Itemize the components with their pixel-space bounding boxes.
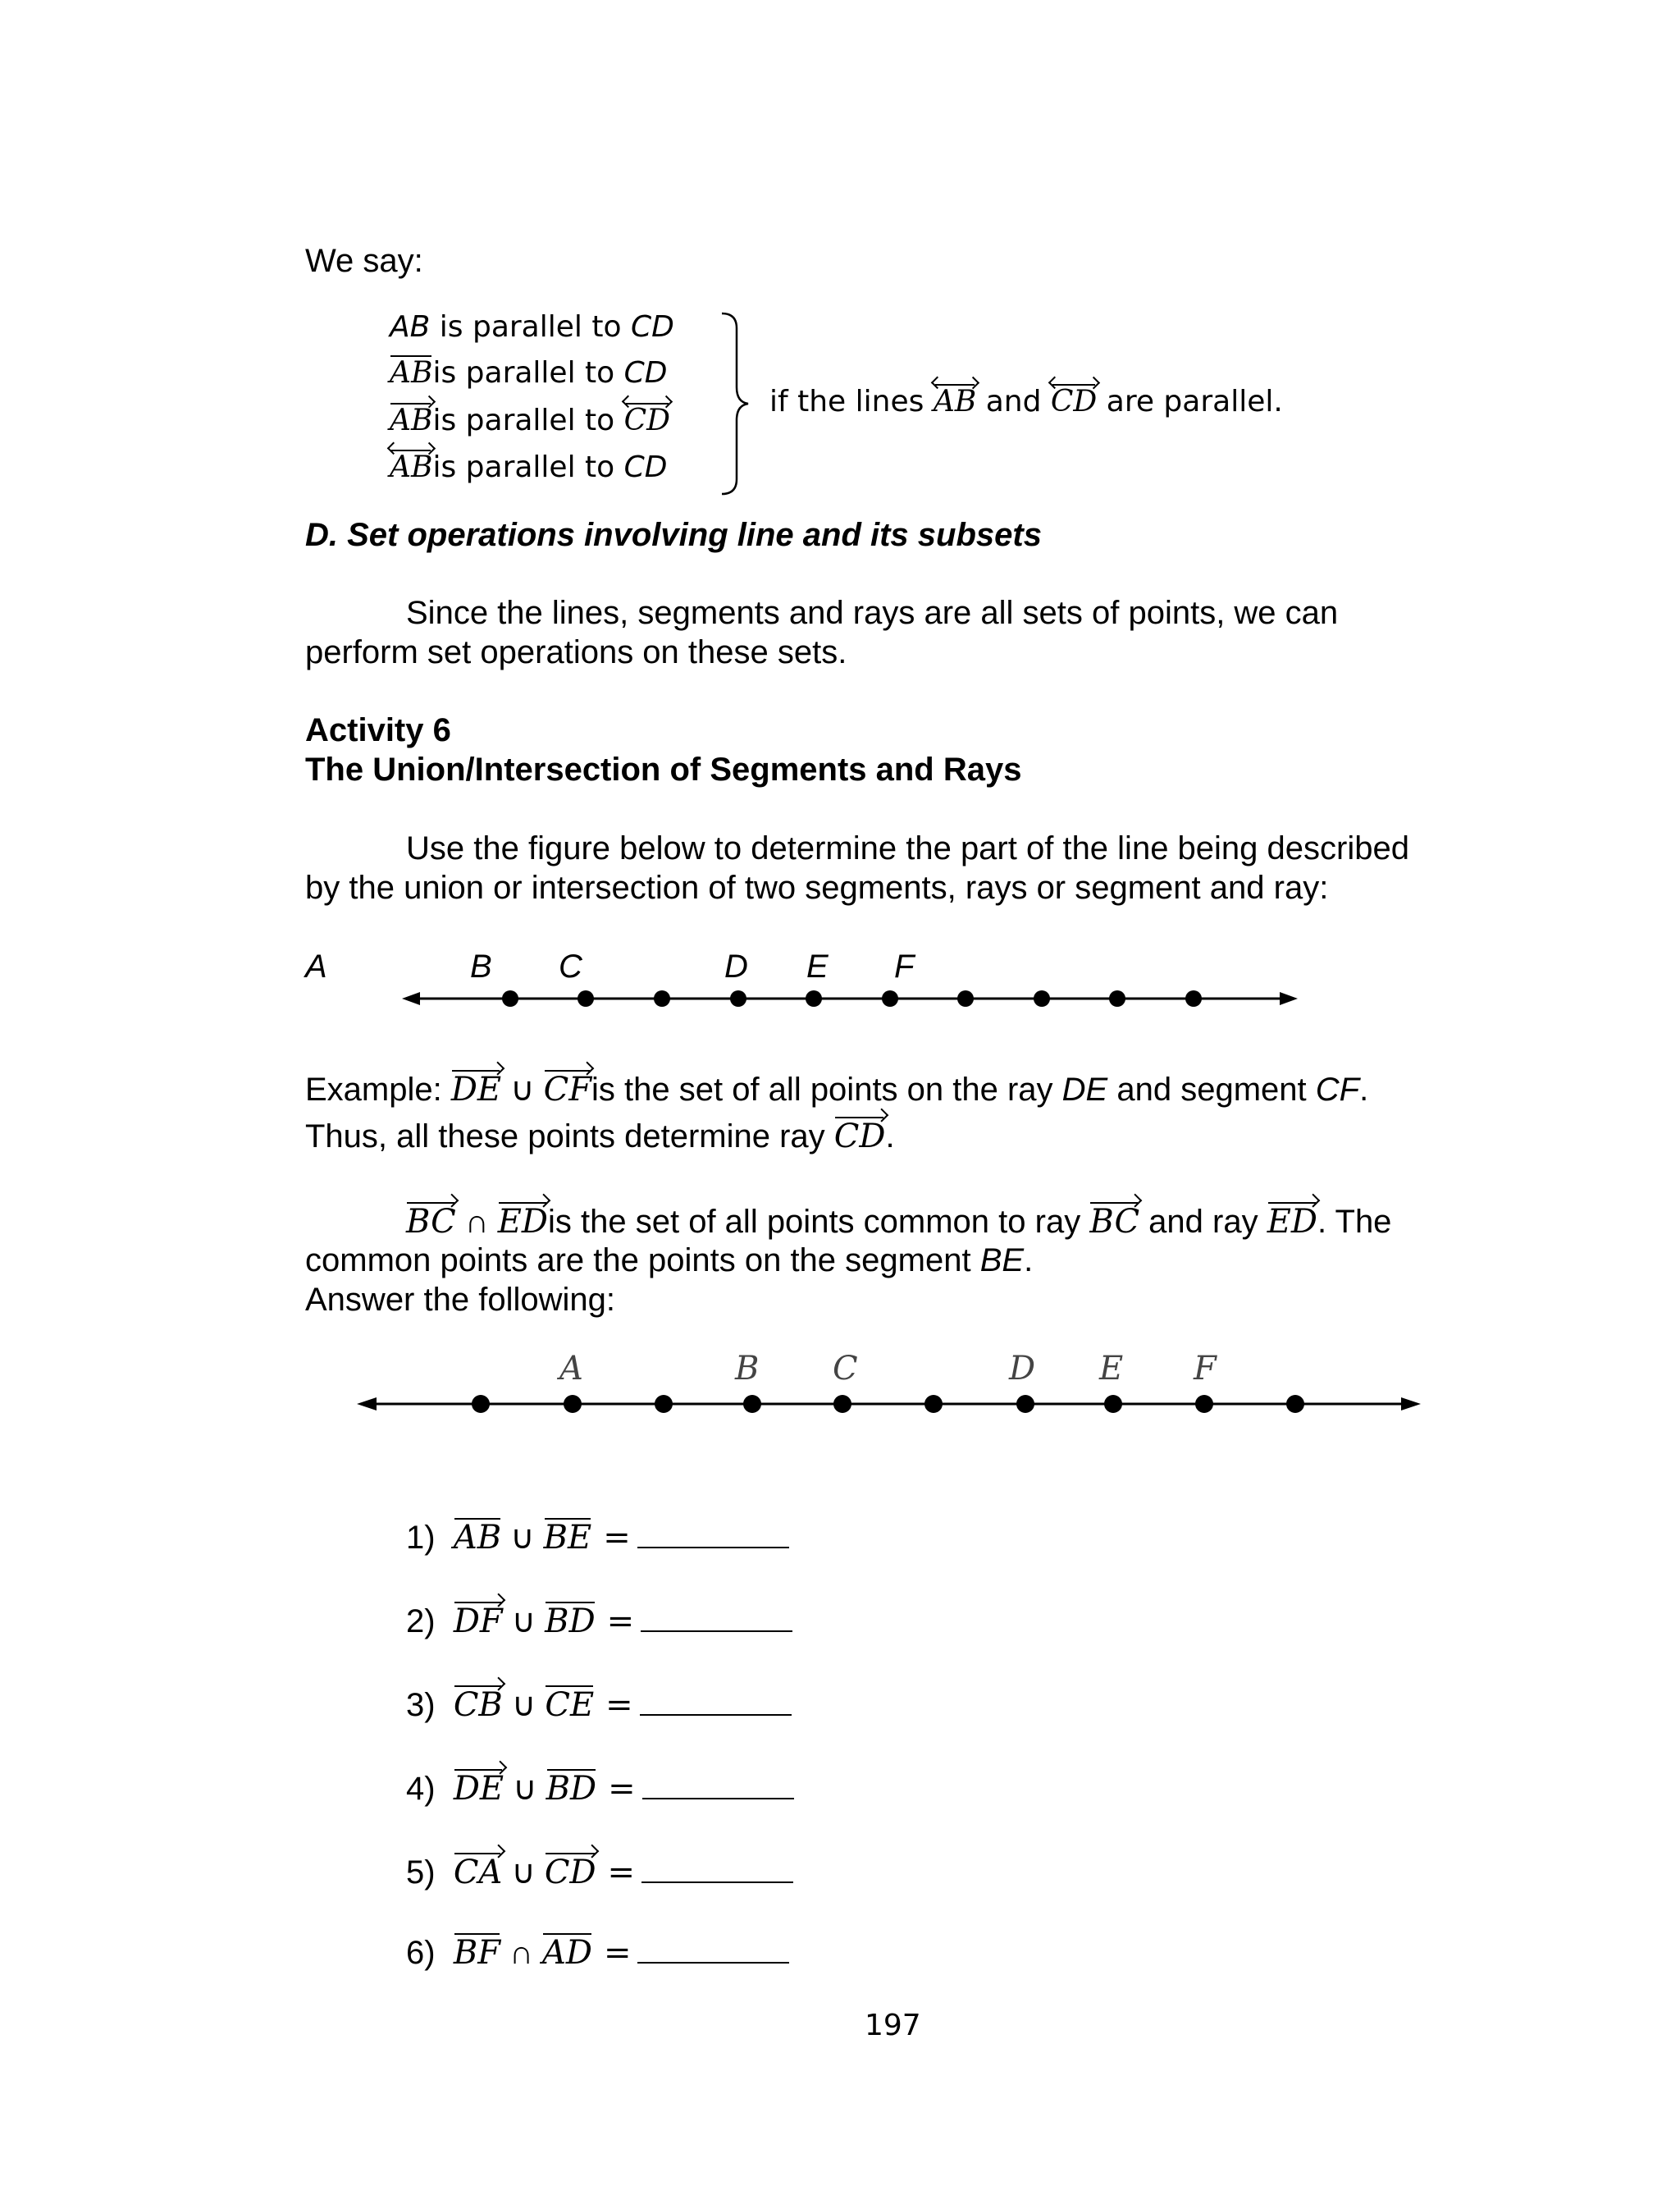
fig1-label-b: B [470,949,492,985]
activity-title: Activity 6 [305,712,451,748]
question-4: 4) DE ∪ BD = [406,1770,794,1808]
point [1286,1395,1304,1413]
point [655,1395,673,1413]
page-number: 197 [865,2009,921,2042]
ray-symbol: ED [1267,1203,1317,1241]
point [502,990,518,1007]
we-say-label: We say: [305,243,423,279]
point [882,990,898,1007]
point [1034,990,1050,1007]
point [833,1395,851,1413]
question-2: 2) DF ∪ BD = [406,1602,792,1640]
answer-blank[interactable] [640,1713,792,1716]
left-arrowhead [357,1397,377,1410]
fig1-label-c: C [559,949,582,985]
fig2-label-e: E [1099,1350,1124,1388]
section-d-para-line1: Since the lines, segments and rays are all sets of points, we can [406,595,1339,631]
ray-symbol: CF [543,1071,592,1109]
fig2-label-a: A [559,1350,583,1388]
ray-symbol: ED [497,1203,549,1241]
fig2-label-d: D [1009,1350,1036,1388]
fig1-label-a: A [305,949,327,985]
point [730,990,746,1007]
point [564,1395,582,1413]
point [1016,1395,1034,1413]
segment-symbol: BD [545,1602,596,1640]
question-5: 5) CA ∪ CD = [406,1854,793,1891]
ray-symbol: AB [390,404,433,437]
question-6: 6) BF ∩ AD = [406,1934,789,1972]
parallel-row-3: ABis parallel to CD [390,404,670,437]
ray-symbol: CB [453,1686,503,1724]
point [1104,1395,1122,1413]
point [1109,990,1125,1007]
ray-symbol: CD [544,1854,596,1891]
segment-symbol: CE [545,1686,595,1724]
section-d-para-line2: perform set operations on these sets. [305,634,847,670]
row1-sym: AB [390,310,431,344]
parallel-condition: if the lines AB and CD are parallel. [769,385,1283,418]
section-d-heading: D. Set operations involving line and its subsets [305,517,1042,553]
fig2-label-c: C [833,1350,858,1388]
activity-intro-line1: Use the figure below to determine the part of the line being described [406,830,1409,866]
intersection-line1: BC ∩ EDis the set of all points common to ray BC and ray ED. The [406,1203,1392,1241]
fig2-label-b: B [735,1350,760,1388]
segment-symbol: AB [453,1519,502,1557]
parallel-row-2: ABis parallel to CD [390,356,668,390]
ray-symbol: CD [833,1118,886,1155]
segment-symbol: BE [543,1519,592,1557]
question-1: 1) AB ∪ BE = [406,1519,789,1557]
answer-blank[interactable] [642,1797,794,1799]
point [578,990,594,1007]
point [743,1395,761,1413]
example-line1: Example: DE ∪ CFis the set of all points on the ray DE and segment CF. [305,1071,1369,1109]
ray-symbol: DE [450,1071,502,1109]
ray-symbol: DF [453,1602,503,1640]
right-arrowhead [1401,1397,1421,1410]
point [806,990,822,1007]
question-3: 3) CB ∪ CE = [406,1686,792,1724]
answer-blank[interactable] [641,1881,793,1883]
answer-blank[interactable] [641,1630,792,1632]
left-arrowhead [402,992,420,1005]
ray-symbol: CA [453,1854,503,1891]
intersection-line2: common points are the points on the segment BE. [305,1242,1034,1278]
fig1-label-e: E [806,949,829,985]
right-brace [714,312,763,496]
ray-symbol: DE [453,1770,504,1808]
point [957,990,974,1007]
parallel-row-4: ABis parallel to CD [390,450,667,484]
ray-symbol: BC [406,1203,456,1241]
segment-symbol: BD [546,1770,597,1808]
line-symbol: CD [1051,385,1097,418]
activity-subtitle: The Union/Intersection of Segments and Rays [305,752,1022,788]
parallel-row-1: AB is parallel to CD [390,310,674,344]
ray-symbol: BC [1089,1203,1140,1241]
point [924,1395,943,1413]
number-line-1 [402,985,1304,1017]
fig2-label-f: F [1194,1350,1217,1388]
point [1185,990,1202,1007]
example-line2: Thus, all these points determine ray CD. [305,1118,895,1155]
point [472,1395,490,1413]
fig1-label-f: F [894,949,915,985]
fig1-label-d: D [724,949,748,985]
right-arrowhead [1280,992,1298,1005]
line-symbol: AB [390,450,432,484]
point [1195,1395,1213,1413]
segment-symbol: BF [453,1934,500,1972]
number-line-2 [357,1391,1423,1424]
answer-prompt: Answer the following: [305,1282,615,1318]
activity-intro-line2: by the union or intersection of two segments, rays or segment and ray: [305,870,1329,906]
line-symbol: CD [624,404,670,437]
point [654,990,670,1007]
segment-symbol: AB [390,356,433,390]
line-symbol: AB [934,385,976,418]
answer-blank[interactable] [637,1546,789,1548]
answer-blank[interactable] [637,1961,789,1964]
segment-symbol: AD [541,1934,592,1972]
